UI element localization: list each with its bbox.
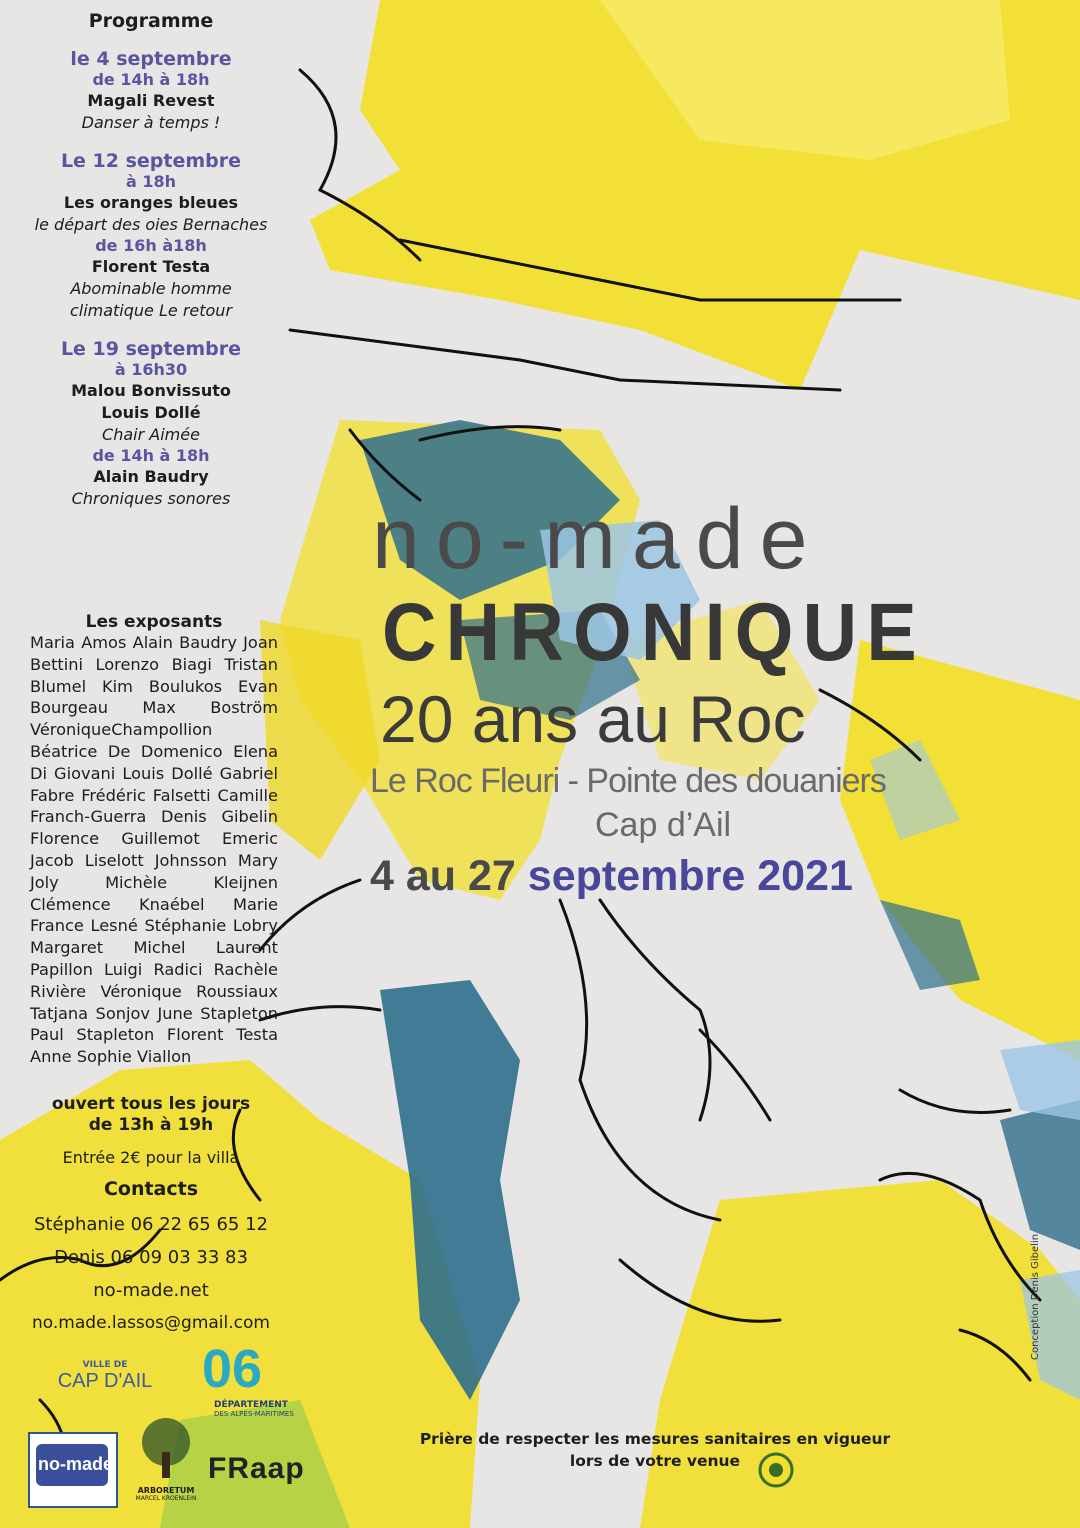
event-work: Chroniques sonores [71, 489, 231, 508]
opening-hours [12, 1094, 290, 1167]
event-time: de 16h à18h [95, 236, 207, 255]
no-made-logo-text: no-made [38, 1454, 114, 1474]
arboretum-text: ARBORETUM [137, 1486, 195, 1495]
event-sept-19 [12, 338, 290, 510]
contact-denis: Denis 06 09 03 33 83 [54, 1247, 248, 1268]
notice-line2: lors de votre venue [569, 1452, 741, 1470]
event-artist: Magali Revest [87, 91, 215, 110]
event-sept-4 [12, 48, 290, 134]
department-line2: DES ALPES-MARITIMES [214, 1410, 294, 1418]
contact-stephanie: Stéphanie 06 22 65 65 12 [33, 1214, 269, 1235]
department-06-logo [202, 1339, 312, 1418]
entry-fee: Entrée 2€ pour la villa [62, 1148, 240, 1167]
event-artist: Florent Testa [91, 257, 211, 276]
programme-title: Programme [88, 10, 214, 32]
event-work: le départ des oies Bernaches [34, 215, 268, 234]
email-link[interactable]: no.made.lassos@gmail.com [32, 1313, 270, 1333]
event-time: de 14h à 18h [92, 70, 210, 89]
sanitary-notice [380, 1428, 930, 1472]
event-date: Le 12 septembre [60, 150, 242, 172]
no-made-logo [28, 1432, 118, 1508]
tree-icon [128, 1412, 204, 1482]
sanitary-badge-icon [758, 1452, 794, 1488]
headline-20-ans: 20 ans au Roc [380, 682, 806, 756]
event-sept-12 [12, 150, 290, 322]
venue-town: Cap d’Ail [595, 806, 732, 844]
exhibitors-names: Maria Amos Alain Baudry Joan Bettini Lorenzo Biagi Tristan Blumel Kim Boulukos Evan Bourgeau Max Boström VéroniqueChampollion Béatrice De Domenico Elena Di Giovani Louis Dollé Gabriel Fabre Frédéric Falsetti Camille Franch-Guerra Denis Gibelin Florence Guillemot Emeric Jacob Liselott Johnsson Mary Joly Michèle Kleijnen Clémence Knaébel Marie France Lesné Stéphanie Lobry Margaret Michel Laurent Papillon Luigi Radici Rachèle Rivière Véronique Roussiaux Tatjana Sonjov June Stapleton Paul Stapleton Florent Testa Anne Sophie Viallon [30, 633, 278, 1067]
department-line1: DÉPARTEMENT [214, 1400, 288, 1410]
arboretum-logo [128, 1412, 204, 1508]
programme-section [12, 10, 290, 510]
cap-dail-text: CAP D'AIL [57, 1370, 153, 1392]
headline-no-made: no-made [372, 491, 824, 587]
venue-name: Le Roc Fleuri - Pointe des douaniers [370, 762, 886, 800]
notice-line1: Prière de respecter les mesures sanitaires en vigueur [419, 1430, 891, 1448]
event-work: Chair Aimée [102, 425, 200, 444]
cap-dail-small-text: VILLE DE [82, 1360, 128, 1370]
website-link[interactable]: no-made.net [93, 1280, 209, 1301]
event-work: Abominable homme [70, 279, 232, 298]
event-date: le 4 septembre [70, 48, 232, 70]
event-dates-month: septembre 2021 [527, 852, 853, 900]
fraap-logo [208, 1452, 305, 1486]
event-time: à 18h [125, 172, 177, 191]
event-work: Danser à temps ! [81, 113, 221, 132]
exhibitors-section [30, 612, 278, 1068]
hours-line2: de 13h à 19h [88, 1115, 214, 1135]
exhibitors-title: Les exposants [85, 612, 223, 632]
event-time: de 14h à 18h [92, 446, 210, 465]
hours-line1: ouvert tous les jours [51, 1094, 251, 1114]
event-artist: Les oranges bleues [63, 193, 239, 212]
event-time: à 16h30 [114, 360, 188, 379]
fraap-text: FRaap [208, 1452, 305, 1485]
event-dates-start: 4 au 27 [370, 852, 516, 900]
event-artist: Louis Dollé [101, 403, 201, 422]
event-date: Le 19 septembre [60, 338, 242, 360]
arboretum-subtext: MARCEL KROENLEIN [135, 1495, 197, 1502]
department-number: 06 [202, 1339, 263, 1399]
contacts-title: Contacts [103, 1178, 199, 1200]
event-artist: Malou Bonvissuto [71, 381, 231, 400]
design-credit: Conception Denis Gibelin [1030, 1233, 1041, 1360]
contacts-section [12, 1178, 290, 1340]
event-dates [370, 852, 853, 901]
cap-dail-logo [50, 1360, 160, 1393]
event-artist: Alain Baudry [93, 467, 209, 486]
event-work: climatique Le retour [69, 301, 233, 320]
headline-chronique: CHRONIQUE [382, 587, 926, 678]
